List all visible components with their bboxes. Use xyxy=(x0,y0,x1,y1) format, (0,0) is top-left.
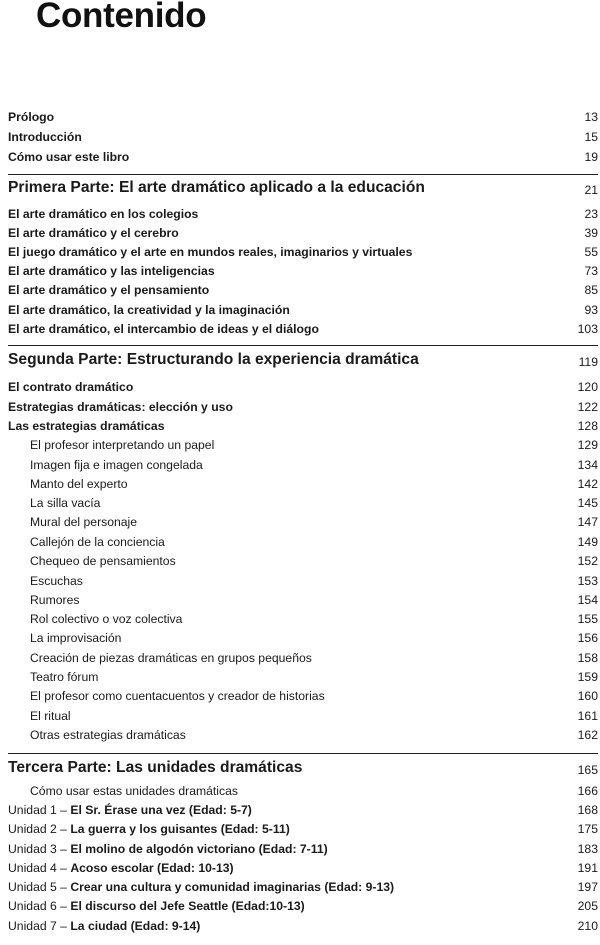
toc-subentry xyxy=(8,533,598,551)
toc-entry xyxy=(8,205,598,223)
toc-entry-title: Manto del experto xyxy=(30,477,128,491)
toc-entry-page: 166 xyxy=(577,784,598,798)
toc-entry-page: 103 xyxy=(577,322,598,336)
unit-number: Unidad 3 – xyxy=(8,842,67,856)
toc-entry-title: Rumores xyxy=(30,593,80,607)
toc-unit-entry xyxy=(8,878,598,896)
toc-entry xyxy=(8,281,598,299)
toc-entry-title: Chequeo de pensamientos xyxy=(30,554,176,568)
toc-subentry xyxy=(8,687,598,705)
toc-entry-page: 197 xyxy=(577,880,598,894)
toc-entry-page: 152 xyxy=(577,554,598,568)
toc-entry-title: Otras estrategias dramáticas xyxy=(30,728,186,742)
toc-entry-page: 191 xyxy=(577,861,598,875)
toc-subentry xyxy=(8,572,598,590)
toc-entry-title: Escuchas xyxy=(30,574,83,588)
toc-entry-page: 55 xyxy=(584,245,598,259)
toc-entry xyxy=(8,224,598,242)
toc-entry-title: Imagen fija e imagen congelada xyxy=(30,458,203,472)
toc-entry-page: 134 xyxy=(577,458,598,472)
toc-unit-entry xyxy=(8,801,598,819)
part-page: 21 xyxy=(584,183,598,197)
toc-subentry xyxy=(8,456,598,474)
part-title: Primera Parte: El arte dramático aplicado a la educación xyxy=(8,179,425,196)
unit-title: Acoso escolar (Edad: 10-13) xyxy=(70,861,234,875)
unit-title: El Sr. Érase una vez (Edad: 5-7) xyxy=(70,803,252,817)
toc-entry-title: El arte dramático y el pensamiento xyxy=(8,283,210,297)
toc-entry-page: 73 xyxy=(584,264,598,278)
toc-subentry xyxy=(8,552,598,570)
unit-number: Unidad 2 – xyxy=(8,822,67,836)
toc-unit-entry xyxy=(8,897,598,915)
toc-entry-title: Estrategias dramáticas: elección y uso xyxy=(8,400,233,414)
toc-entry-title: El profesor como cuentacuentos y creador de historias xyxy=(30,689,325,703)
toc-entry-page: 93 xyxy=(584,303,598,317)
toc-entry-title: Mural del personaje xyxy=(30,515,138,529)
toc-entry-page: 160 xyxy=(577,689,598,703)
toc-entry-page: 162 xyxy=(577,728,598,742)
toc-entry-title: Teatro fórum xyxy=(30,670,99,684)
toc-entry-page: 23 xyxy=(584,207,598,221)
toc-entry-page: 153 xyxy=(577,574,598,588)
toc-entry-title: El ritual xyxy=(30,709,71,723)
unit-number: Unidad 5 – xyxy=(8,880,67,894)
toc-entry-title: El arte dramático en los colegios xyxy=(8,207,199,221)
toc-unit-entry xyxy=(8,820,598,838)
toc-entry-page: 159 xyxy=(577,670,598,684)
part-heading xyxy=(8,761,598,779)
part-heading xyxy=(8,353,598,371)
toc-unit-entry xyxy=(8,840,598,858)
section-divider xyxy=(8,345,598,346)
toc-entry-page: 161 xyxy=(577,709,598,723)
toc-unit-entry xyxy=(8,917,598,935)
page-title: Contenido xyxy=(36,0,207,35)
toc-entry xyxy=(8,378,598,396)
toc-entry-title: Rol colectivo o voz colectiva xyxy=(30,612,183,626)
toc-entry-page: 147 xyxy=(577,515,598,529)
toc-entry-title: El arte dramático, el intercambio de ideas y el diálogo xyxy=(8,322,319,336)
toc-entry-title: El contrato dramático xyxy=(8,380,134,394)
toc-subentry xyxy=(8,668,598,686)
toc-entry-page: 39 xyxy=(584,226,598,240)
toc-entry-page: 156 xyxy=(577,631,598,645)
toc-entry-page: 128 xyxy=(577,419,598,433)
toc-subentry xyxy=(8,494,598,512)
toc-unit-entry xyxy=(8,859,598,877)
toc-entry-title: Cómo usar estas unidades dramáticas xyxy=(30,784,238,798)
toc-entry-page: 175 xyxy=(577,822,598,836)
toc-entry-title: La silla vacía xyxy=(30,496,101,510)
toc-subentry xyxy=(8,649,598,667)
toc-subentry xyxy=(8,610,598,628)
toc-subentry xyxy=(8,436,598,454)
toc-entry-title: El juego dramático y el arte en mundos reales, imaginarios y virtuales xyxy=(8,245,413,259)
toc-entry-page: 183 xyxy=(577,842,598,856)
toc-entry xyxy=(8,417,598,435)
toc-entry-page: 129 xyxy=(577,438,598,452)
toc-entry-page: 142 xyxy=(577,477,598,491)
unit-title: La ciudad (Edad: 9-14) xyxy=(70,919,201,933)
unit-number: Unidad 4 – xyxy=(8,861,67,875)
toc-subentry xyxy=(8,726,598,744)
toc-entry xyxy=(8,320,598,338)
part-page: 165 xyxy=(577,763,598,777)
toc-entry-title: Prólogo xyxy=(8,110,55,124)
toc-entry xyxy=(8,262,598,280)
toc-entry-title: El profesor interpretando un papel xyxy=(30,438,215,452)
unit-title: El discurso del Jefe Seattle (Edad:10-13) xyxy=(70,899,305,913)
toc-subentry xyxy=(8,591,598,609)
toc-entry-page: 158 xyxy=(577,651,598,665)
section-divider xyxy=(8,174,598,175)
unit-title: Crear una cultura y comunidad imaginarias (Edad: 9-13) xyxy=(70,880,395,894)
toc-entry-page: 15 xyxy=(584,130,598,144)
toc-entry-page: 154 xyxy=(577,593,598,607)
toc-entry-page: 168 xyxy=(577,803,598,817)
toc-entry-page: 85 xyxy=(584,283,598,297)
unit-number: Unidad 6 – xyxy=(8,899,67,913)
toc-entry-page: 145 xyxy=(577,496,598,510)
toc-subentry xyxy=(8,629,598,647)
toc-entry-title: Las estrategias dramáticas xyxy=(8,419,165,433)
toc-entry-page: 149 xyxy=(577,535,598,549)
unit-number: Unidad 7 – xyxy=(8,919,67,933)
toc-entry-title: Callejón de la conciencia xyxy=(30,535,165,549)
toc-entry-page: 155 xyxy=(577,612,598,626)
toc-entry xyxy=(8,128,598,146)
toc-entry-title: La improvisación xyxy=(30,631,122,645)
toc-entry-page: 205 xyxy=(577,899,598,913)
unit-title: La guerra y los guisantes (Edad: 5-11) xyxy=(70,822,290,836)
toc-entry-page: 210 xyxy=(577,919,598,933)
toc-entry xyxy=(8,301,598,319)
toc-entry-title: Introducción xyxy=(8,130,82,144)
part-heading xyxy=(8,181,598,199)
section-divider xyxy=(8,753,598,754)
toc-entry-title: El arte dramático y el cerebro xyxy=(8,226,179,240)
toc-entry-page: 122 xyxy=(577,400,598,414)
toc-entry xyxy=(8,108,598,126)
toc-entry xyxy=(8,148,598,166)
toc-entry-title: Creación de piezas dramáticas en grupos pequeños xyxy=(30,651,312,665)
toc-subentry xyxy=(8,707,598,725)
toc-subentry xyxy=(8,475,598,493)
toc-entry-page: 19 xyxy=(584,150,598,164)
toc-entry xyxy=(8,243,598,261)
part-page: 119 xyxy=(578,355,598,369)
unit-title: El molino de algodón victoriano (Edad: 7-11) xyxy=(70,842,328,856)
toc-subentry xyxy=(8,513,598,531)
part-title: Segunda Parte: Estructurando la experiencia dramática xyxy=(8,351,419,368)
unit-number: Unidad 1 – xyxy=(8,803,67,817)
part-title: Tercera Parte: Las unidades dramáticas xyxy=(8,759,303,776)
toc-entry-page: 120 xyxy=(577,380,598,394)
toc-entry xyxy=(8,398,598,416)
toc-entry-title: El arte dramático, la creatividad y la imaginación xyxy=(8,303,290,317)
toc-entry-title: El arte dramático y las inteligencias xyxy=(8,264,215,278)
toc-entry-title: Cómo usar este libro xyxy=(8,150,130,164)
toc-entry-page: 13 xyxy=(584,110,598,124)
toc-subentry xyxy=(8,782,598,800)
